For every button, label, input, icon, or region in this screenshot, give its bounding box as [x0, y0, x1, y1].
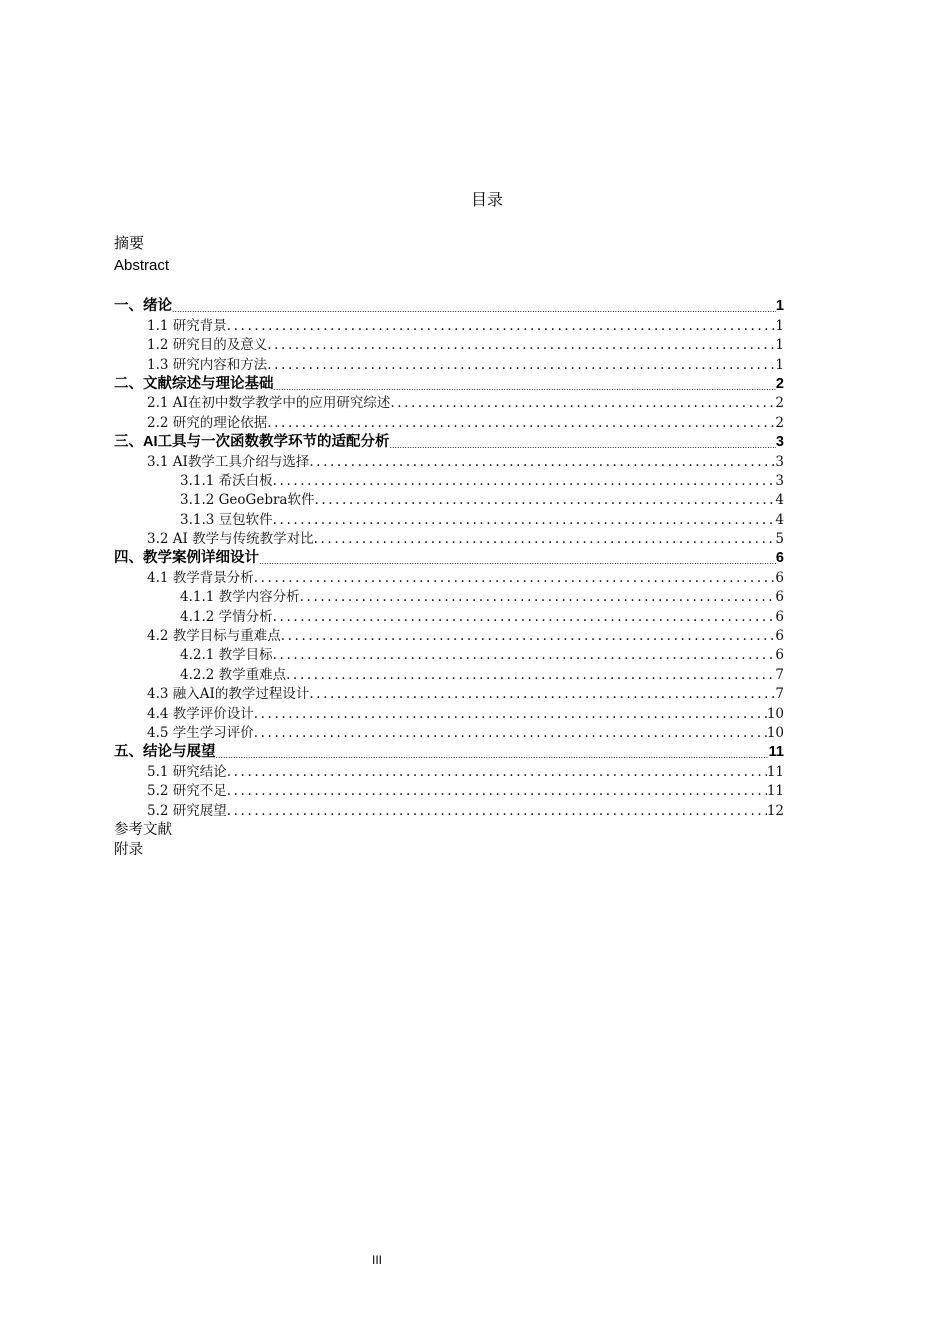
toc-entry-title: 4.3 融入AI的教学过程设计 — [147, 686, 310, 703]
toc-entry[interactable] — [114, 685, 784, 704]
toc-dot-leader — [254, 705, 767, 724]
toc-dot-leader — [254, 724, 767, 743]
toc-entry[interactable] — [114, 530, 784, 549]
toc-entry-title: 3.1 AI教学工具介绍与选择 — [147, 453, 310, 470]
toc-dot-leader — [267, 414, 775, 433]
toc-dot-leader — [227, 763, 767, 782]
toc-entry-title: 三、AI工具与一次函数教学环节的适配分析 — [114, 434, 390, 451]
toc-entry[interactable] — [114, 646, 784, 665]
toc-entry-page: 5 — [775, 531, 784, 548]
toc-entry-page: 2 — [775, 414, 784, 431]
toc-entry-title: 4.2 教学目标与重难点 — [147, 628, 281, 645]
toc-entry-page: 7 — [775, 666, 784, 683]
toc-entry-page: 1 — [775, 317, 784, 334]
toc-entry[interactable] — [114, 568, 784, 587]
toc-entry[interactable] — [114, 316, 784, 335]
toc-entry-page: 12 — [766, 802, 784, 819]
toc-dot-leader — [273, 511, 776, 530]
appendix-link[interactable]: 附录 — [114, 842, 143, 858]
toc-dot-leader — [273, 472, 776, 491]
toc-dot-leader — [216, 748, 769, 762]
toc-entry[interactable] — [114, 413, 784, 432]
toc-entry[interactable] — [114, 665, 784, 684]
toc-entry-title: 2.2 研究的理论依据 — [147, 414, 268, 431]
toc-entry-title: 4.1.1 教学内容分析 — [180, 589, 300, 606]
toc-entry-page: 11 — [766, 783, 784, 800]
toc-entry-page: 6 — [775, 550, 784, 567]
toc-dot-leader — [254, 569, 776, 588]
toc-dot-leader — [227, 782, 767, 801]
toc-entry-page: 6 — [775, 589, 784, 606]
toc-entry[interactable] — [114, 549, 784, 568]
toc-entry[interactable] — [114, 336, 784, 355]
toc-entry[interactable] — [114, 510, 784, 529]
toc-entry-page: 6 — [775, 647, 784, 664]
toc-entry-page: 4 — [775, 511, 784, 528]
toc-entry[interactable] — [114, 355, 784, 374]
toc-entry-page: 10 — [766, 705, 784, 722]
toc-entry[interactable] — [114, 375, 784, 394]
toc-entry-title: 4.1 教学背景分析 — [147, 569, 254, 586]
toc-entry[interactable] — [114, 782, 784, 801]
toc-dot-leader — [227, 802, 767, 821]
toc-entry-title: 1.1 研究背景 — [147, 317, 227, 334]
toc-entry[interactable] — [114, 607, 784, 626]
toc-entry-title: 3.1.3 豆包软件 — [180, 511, 273, 528]
toc-dot-leader — [273, 608, 776, 627]
toc-dot-leader — [314, 530, 776, 549]
toc-entry[interactable] — [114, 743, 784, 762]
toc-entry[interactable] — [114, 627, 784, 646]
toc-entry-page: 4 — [775, 492, 784, 509]
toc-entry-page: 10 — [766, 724, 784, 741]
toc-entry[interactable] — [114, 452, 784, 471]
toc-dot-leader — [267, 336, 775, 355]
toc-dot-leader — [309, 685, 775, 704]
toc-dot-leader — [267, 356, 775, 375]
toc-dot-leader — [390, 394, 775, 413]
toc-entry[interactable] — [114, 491, 784, 510]
toc-entry-title: 4.1.2 学情分析 — [180, 608, 273, 625]
toc-entry[interactable] — [114, 724, 784, 743]
toc-entry-page: 11 — [766, 763, 784, 780]
toc-dot-leader — [309, 453, 775, 472]
toc-entry[interactable] — [114, 762, 784, 781]
toc-dot-leader — [281, 627, 776, 646]
toc-entry[interactable] — [114, 472, 784, 491]
toc-dot-leader — [314, 491, 775, 510]
toc-entry-title: 3.1.2 GeoGebra软件 — [180, 492, 315, 509]
toc-entry-page: 6 — [775, 628, 784, 645]
toc-list — [114, 297, 784, 821]
toc-entry-page: 1 — [775, 298, 784, 315]
page-number: III — [372, 1253, 383, 1267]
toc-entry-title: 四、教学案例详细设计 — [114, 550, 259, 567]
toc-dot-leader — [390, 438, 776, 452]
toc-entry-page: 1 — [775, 337, 784, 354]
toc-entry-title: 3.2 AI 教学与传统教学对比 — [147, 531, 314, 548]
toc-entry-title: 4.4 教学评价设计 — [147, 705, 254, 722]
toc-entry-title: 5.2 研究展望 — [147, 802, 227, 819]
toc-entry-title: 5.2 研究不足 — [147, 783, 227, 800]
toc-entry-page: 1 — [775, 356, 784, 373]
toc-entry-title: 五、结论与展望 — [114, 744, 216, 761]
toc-entry-page: 7 — [775, 686, 784, 703]
toc-dot-leader — [172, 302, 776, 316]
toc-entry-title: 4.2.1 教学目标 — [180, 647, 273, 664]
toc-entry[interactable] — [114, 801, 784, 820]
toc-entry-title: 4.2.2 教学重难点 — [180, 666, 287, 683]
toc-dot-leader — [274, 380, 776, 394]
toc-entry[interactable] — [114, 297, 784, 316]
toc-entry-page: 3 — [775, 472, 784, 489]
toc-entry-page: 3 — [775, 453, 784, 470]
toc-entry-title: 一、绪论 — [114, 298, 172, 315]
toc-entry-title: 2.1 AI在初中数学教学中的应用研究综述 — [147, 395, 391, 412]
toc-dot-leader — [273, 646, 776, 665]
toc-entry-page: 2 — [775, 375, 784, 392]
toc-entry-page: 6 — [775, 608, 784, 625]
toc-entry-page: 6 — [775, 569, 784, 586]
toc-dot-leader — [259, 554, 776, 568]
toc-entry-title: 4.5 学生学习评价 — [147, 724, 254, 741]
toc-entry-page: 2 — [775, 395, 784, 412]
toc-entry[interactable] — [114, 704, 784, 723]
toc-entry[interactable] — [114, 394, 784, 413]
abstract-en-link[interactable]: Abstract — [114, 257, 170, 274]
toc-entry-title: 5.1 研究结论 — [147, 763, 227, 780]
toc-entry-title: 二、文献综述与理论基础 — [114, 375, 274, 392]
toc-entry-page: 3 — [775, 434, 784, 451]
toc-entry-page: 11 — [768, 744, 784, 761]
toc-dot-leader — [300, 588, 776, 607]
references-link[interactable]: 参考文献 — [114, 822, 172, 838]
toc-entry[interactable] — [114, 433, 784, 452]
toc-entry-title: 1.2 研究目的及意义 — [147, 337, 268, 354]
toc-dot-leader — [227, 317, 776, 336]
toc-dot-leader — [286, 666, 775, 685]
toc-entry-title: 3.1.1 希沃白板 — [180, 472, 273, 489]
toc-title: 目录 — [470, 192, 503, 209]
toc-entry[interactable] — [114, 588, 784, 607]
toc-entry-title: 1.3 研究内容和方法 — [147, 356, 268, 373]
abstract-cn-link[interactable]: 摘要 — [114, 235, 145, 252]
